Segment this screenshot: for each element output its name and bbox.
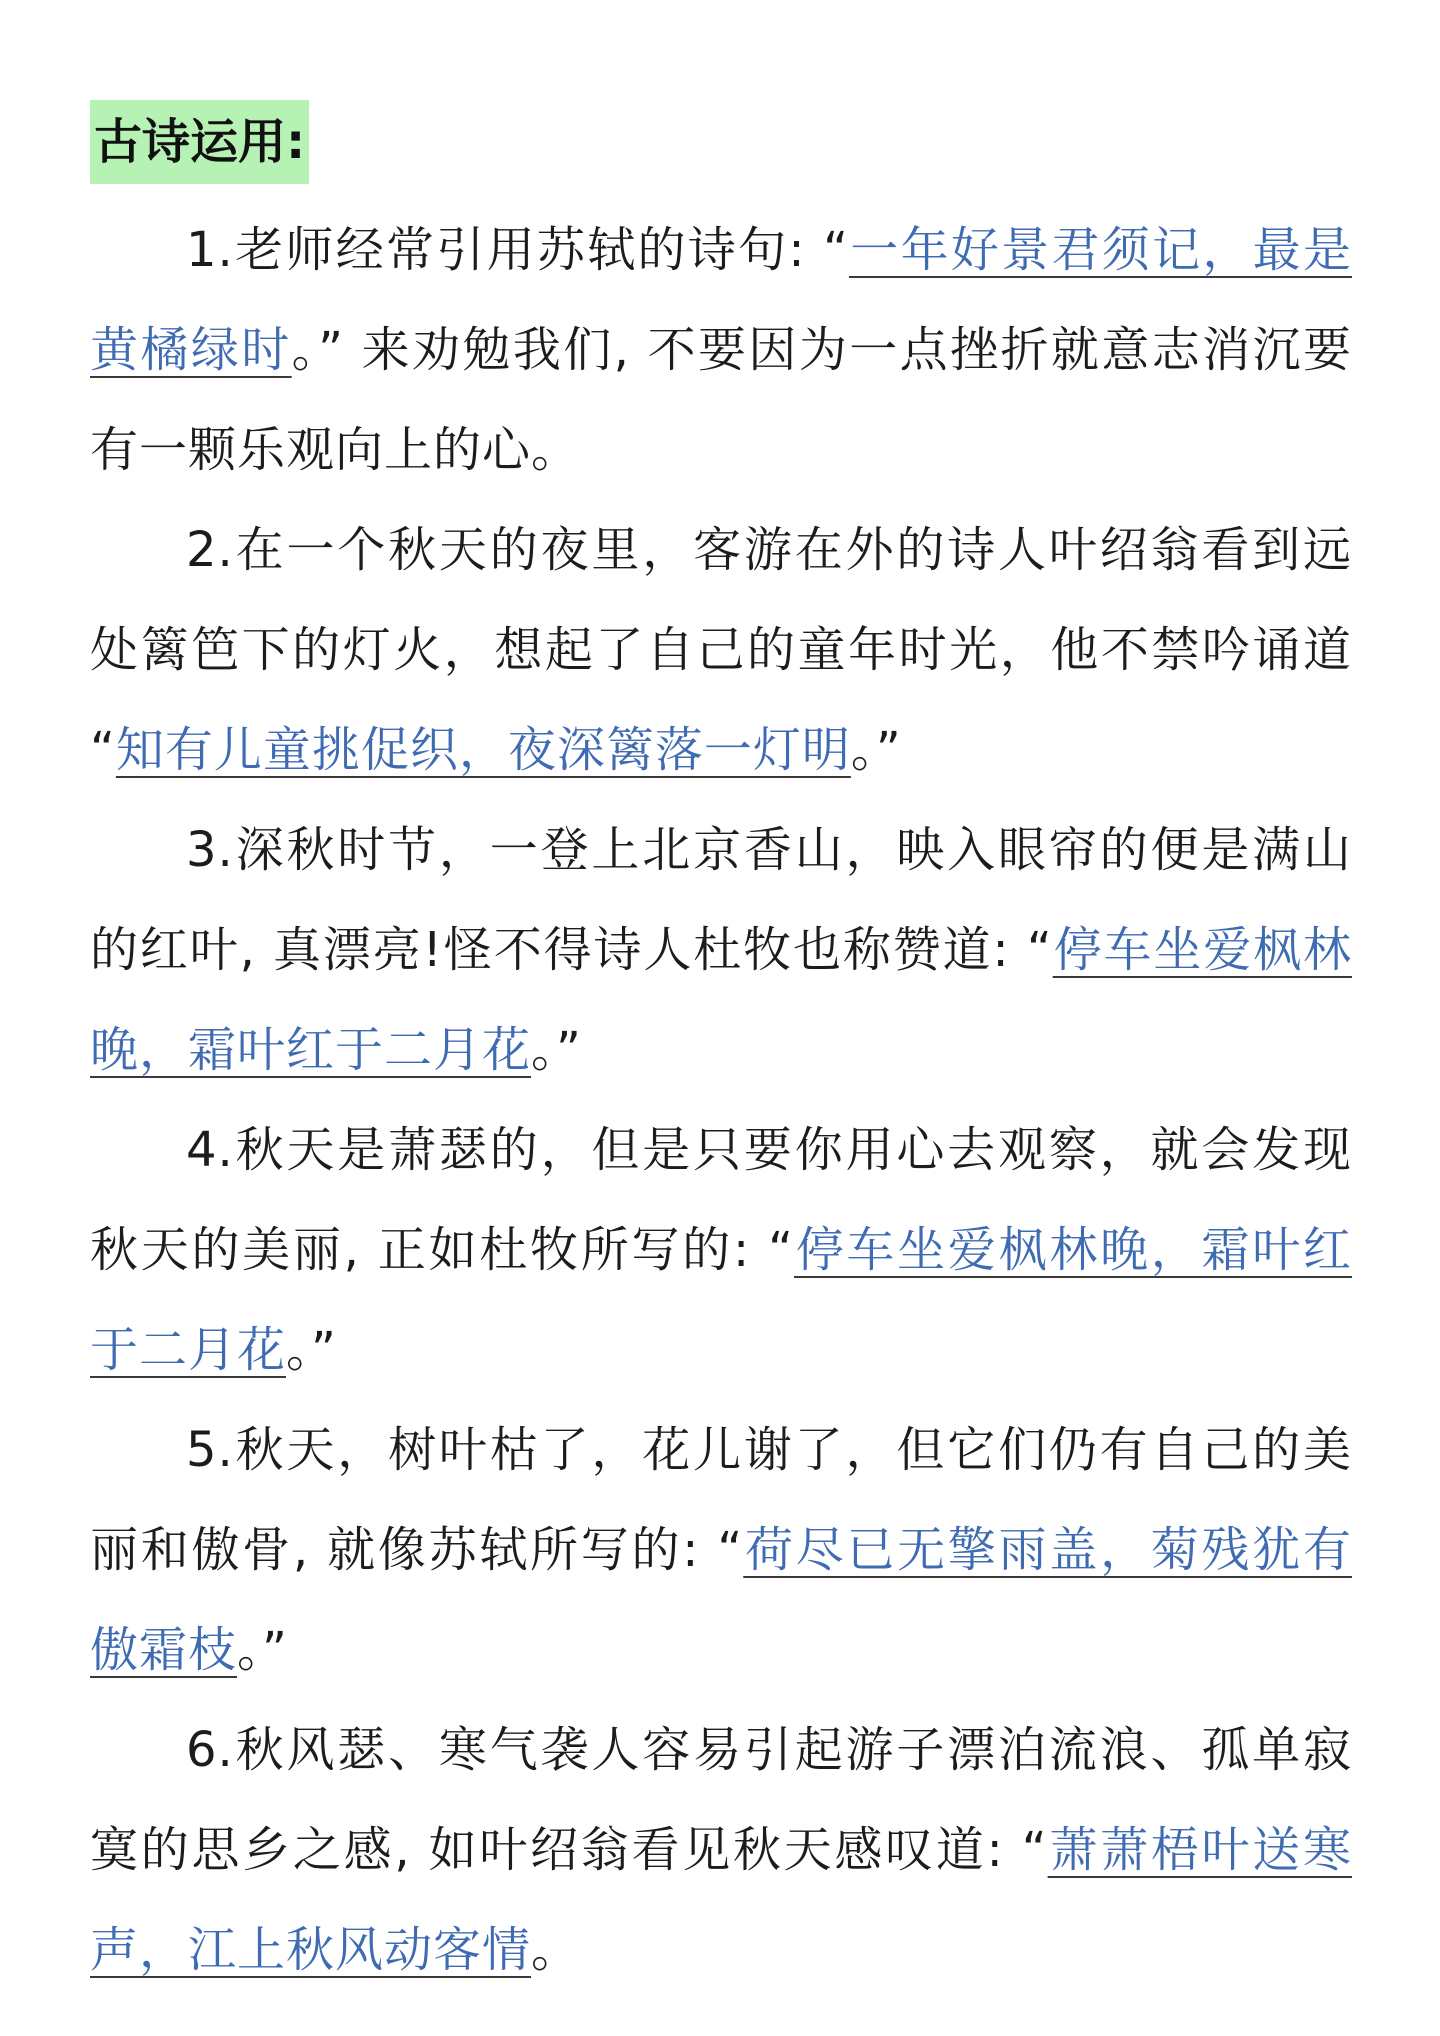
item-text-before: 3.深秋时节，一登上北京香山，映入眼帘的便是满山的红叶, 真漂亮!怪不得诗人杜牧也称赞道: “ — [90, 822, 1352, 978]
poem-usage-list — [90, 200, 1352, 2000]
item-text-before: 2.在一个秋天的夜里，客游在外的诗人叶绍翁看到远处篱笆下的灯火，想起了自己的童年时光，他不禁吟诵道 “ — [90, 522, 1352, 778]
item-text-after: 。” — [237, 1622, 288, 1678]
poem-quote: 停车坐爱枫林晚，霜叶红于二月花 — [90, 1222, 1352, 1378]
poem-quote: 荷尽已无擎雨盖，菊残犹有傲霜枝 — [90, 1522, 1352, 1678]
item-text-after: 。” — [531, 1022, 582, 1078]
item-text-before: 6.秋风瑟、寒气袭人容易引起游子漂泊流浪、孤单寂寞的思乡之感, 如叶绍翁看见秋天感叹道: “ — [90, 1722, 1352, 1878]
item-text-before: 5.秋天，树叶枯了，花儿谢了，但它们仍有自己的美丽和傲骨, 就像苏轼所写的: “ — [90, 1422, 1352, 1578]
item-text-before: 4.秋天是萧瑟的，但是只要你用心去观察，就会发现秋天的美丽, 正如杜牧所写的: “ — [90, 1122, 1352, 1278]
poem-quote: 一年好景君须记，最是黄橘绿时 — [90, 222, 1352, 378]
item-text-after: 。” — [850, 722, 902, 778]
item-text-after: 。 — [531, 1922, 581, 1978]
item-text-after: 。” — [286, 1322, 337, 1378]
section-title: 古诗运用: — [90, 100, 309, 184]
list-item-2 — [90, 500, 1352, 800]
list-item-6 — [90, 1700, 1352, 2000]
poem-quote: 停车坐爱枫林晚，霜叶红于二月花 — [90, 922, 1352, 1078]
poem-quote: 知有儿童挑促织，夜深篱落一灯明 — [115, 722, 851, 778]
item-text-after: 。” 来劝勉我们, 不要因为一点挫折就意志消沉要有一颗乐观向上的心。 — [90, 322, 1352, 478]
list-item-3 — [90, 800, 1352, 1100]
list-item-4 — [90, 1100, 1352, 1400]
item-text-before: 1.老师经常引用苏轼的诗句: “ — [186, 222, 849, 278]
list-item-1 — [90, 200, 1352, 500]
poem-quote: 萧萧梧叶送寒声，江上秋风动客情 — [90, 1822, 1352, 1978]
list-item-5 — [90, 1400, 1352, 1700]
